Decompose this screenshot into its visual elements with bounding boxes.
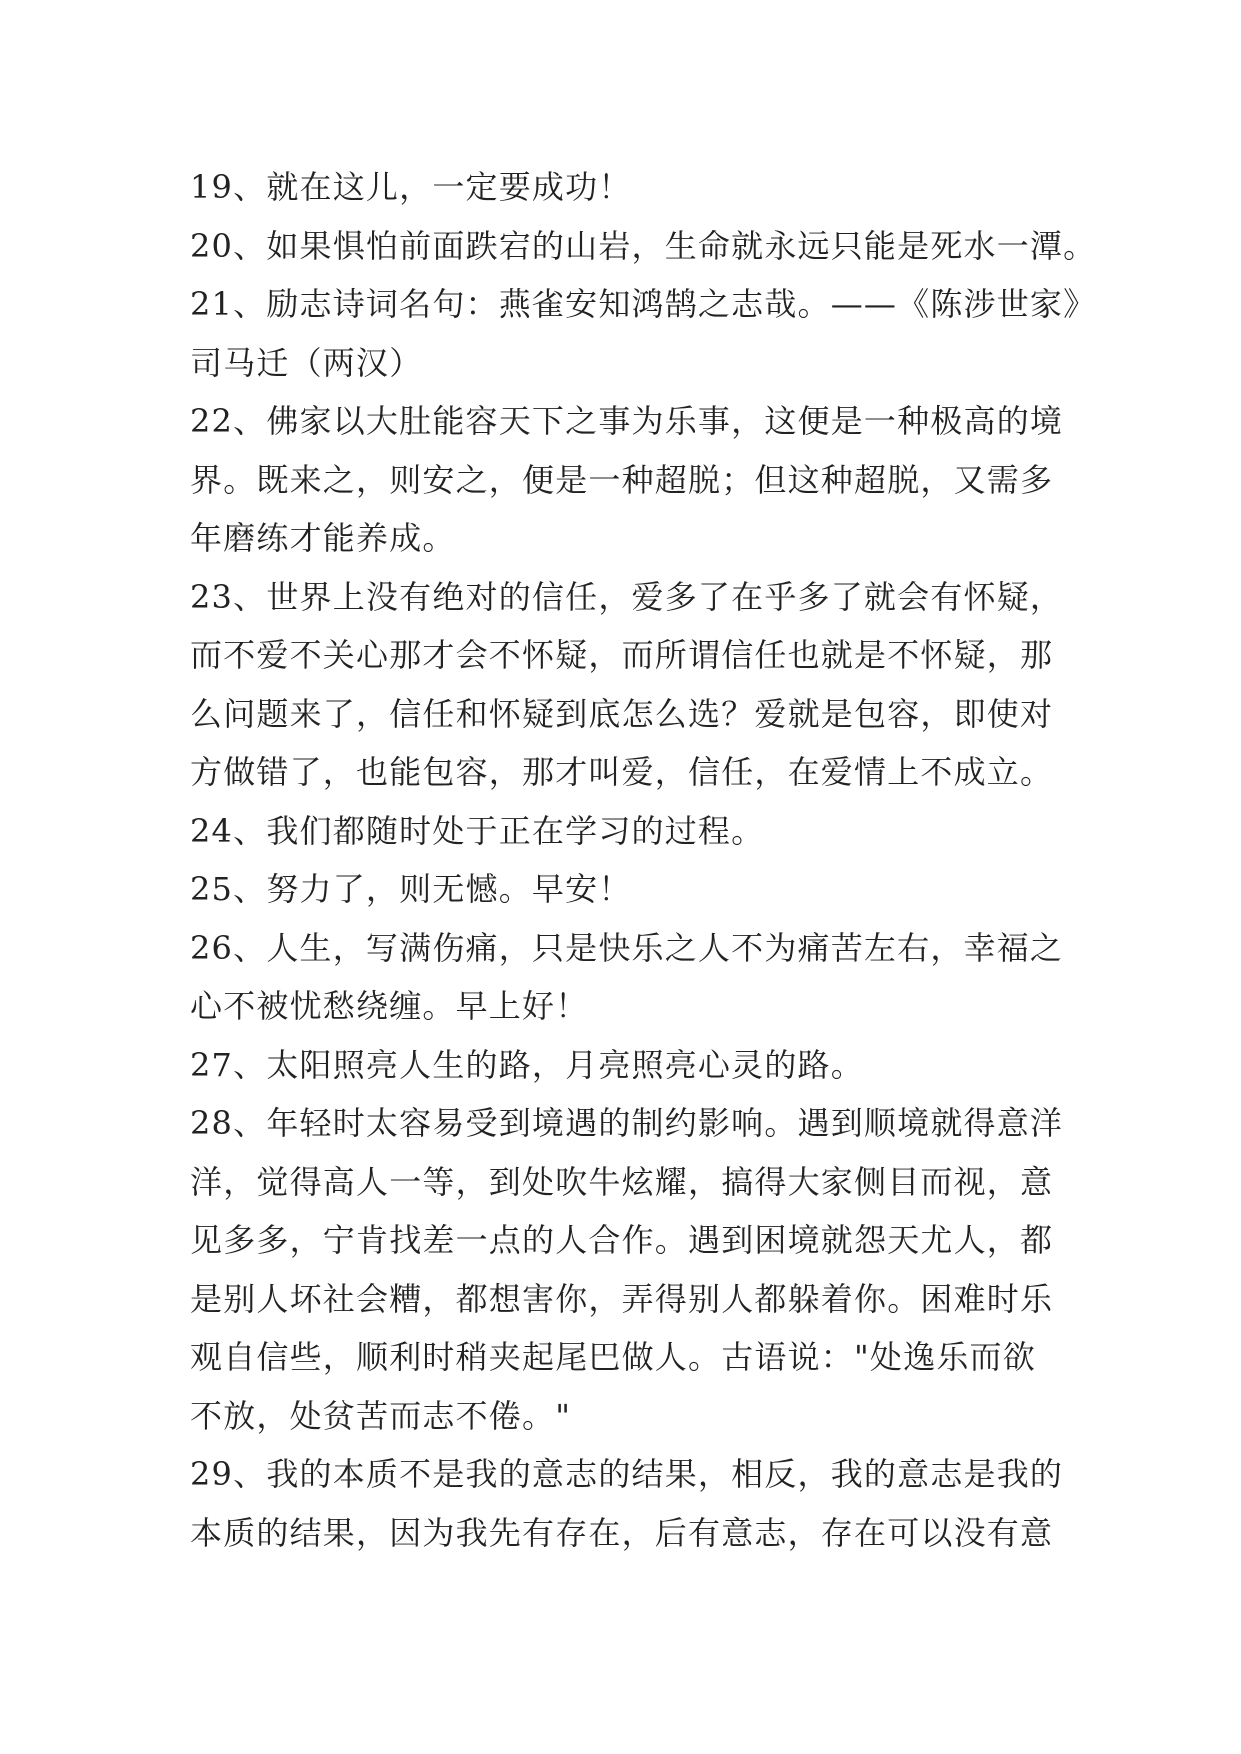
text-line: 19、就在这儿，一定要成功！: [190, 168, 632, 206]
text-line: 不放，处贫苦而志不倦。": [190, 1396, 572, 1435]
text-line: 心不被忧愁绕缠。早上好！: [190, 987, 589, 1025]
text-line: 年磨练才能养成。: [190, 519, 456, 557]
text-line: 本质的结果，因为我先有存在，后有意志，存在可以没有意: [190, 1513, 1054, 1552]
text-line: 20、如果惧怕前面跌宕的山岩，生命就永远只能是死水一潭。: [190, 226, 1097, 265]
document-body: [190, 158, 1097, 1562]
text-line: 洋，觉得高人一等，到处吹牛炫耀，搞得大家侧目而视，意: [190, 1162, 1054, 1201]
text-line: 观自信些，顺利时稍夹起尾巴做人。古语说："处逸乐而欲: [190, 1338, 1036, 1376]
text-line: 界。既来之，则安之，便是一种超脱；但这种超脱，又需多: [190, 460, 1054, 499]
text-line: 28、年轻时太容易受到境遇的制约影响。遇到顺境就得意洋: [190, 1104, 1064, 1142]
text-line: 司马迁（两汉）: [190, 343, 423, 382]
text-line: 么问题来了，信任和怀疑到底怎么选？爱就是包容，即使对: [190, 694, 1054, 733]
text-line: 方做错了，也能包容，那才叫爱，信任，在爱情上不成立。: [190, 753, 1054, 791]
text-line: 而不爱不关心那才会不怀疑，而所谓信任也就是不怀疑，那: [190, 636, 1054, 674]
text-line: 23、世界上没有绝对的信任，爱多了在乎多了就会有怀疑，: [190, 577, 1064, 616]
text-line: 22、佛家以大肚能容天下之事为乐事，这便是一种极高的境: [190, 402, 1064, 440]
text-line: 29、我的本质不是我的意志的结果，相反，我的意志是我的: [190, 1455, 1064, 1493]
text-line: 25、努力了，则无憾。早安！: [190, 870, 632, 908]
text-line: 24、我们都随时处于正在学习的过程。: [190, 811, 765, 850]
text-line: 是别人坏社会糟，都想害你，弄得别人都躲着你。困难时乐: [190, 1279, 1054, 1318]
text-line: 27、太阳照亮人生的路，月亮照亮心灵的路。: [190, 1045, 864, 1084]
text-line: 见多多，宁肯找差一点的人合作。遇到困境就怨天尤人，都: [190, 1221, 1054, 1259]
text-line: 26、人生，写满伤痛，只是快乐之人不为痛苦左右，幸福之: [190, 928, 1064, 967]
text-line: 21、励志诗词名句：燕雀安知鸿鹄之志哉。——《陈涉世家》: [190, 285, 1097, 323]
